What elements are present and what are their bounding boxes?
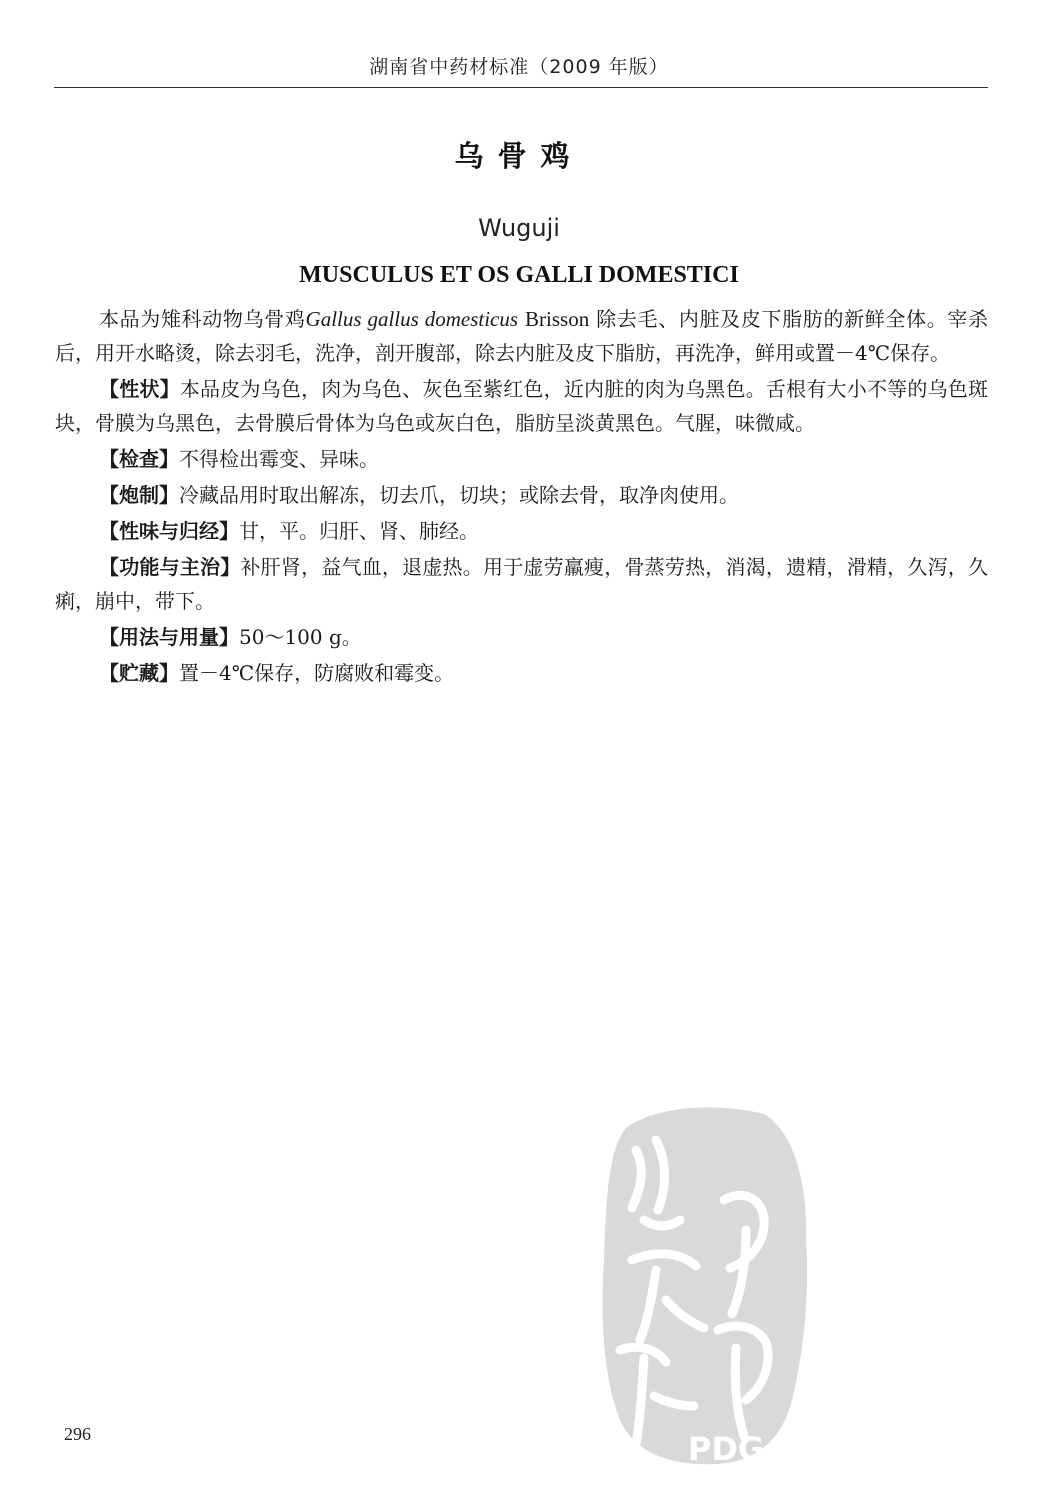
section-processing: [55, 478, 988, 512]
latin-author: Brisson: [525, 307, 590, 331]
entry-title: 乌骨鸡: [454, 139, 584, 173]
pdg-watermark-seal: [596, 1100, 812, 1470]
section-text: 置－4℃保存，防腐败和霉变。: [179, 661, 455, 685]
section-nature-meridian: [55, 514, 988, 548]
latin-species-name: Gallus gallus domesticus: [305, 307, 519, 331]
section-label: 【功能与主治】: [99, 555, 241, 579]
section-storage: [55, 656, 988, 690]
section-label: 【性味与归经】: [99, 519, 239, 543]
section-usage-dosage: [55, 620, 988, 654]
header-rule: [54, 87, 988, 88]
intro-text-before: 本品为雉科动物乌骨鸡: [99, 307, 306, 331]
watermark-text: PDG: [687, 1430, 765, 1468]
section-inspection: [55, 442, 988, 476]
running-header: 湖南省中药材标准（2009 年版）: [369, 56, 669, 78]
section-description: [55, 372, 988, 440]
section-text: 不得检出霉变、异味。: [179, 447, 379, 471]
section-label: 【检查】: [99, 447, 179, 471]
entry-pinyin: Wuguji: [478, 214, 560, 242]
section-text: 冷藏品用时取出解冻，切去爪，切块；或除去骨，取净肉使用。: [179, 483, 739, 507]
page-number: 296: [64, 1424, 91, 1444]
section-text: 50～100 g。: [239, 625, 362, 649]
section-text: 甘，平。归肝、肾、肺经。: [239, 519, 479, 543]
intro-paragraph: [55, 302, 988, 370]
section-function-indication: [55, 550, 988, 618]
section-text: 补肝肾，益气血，退虚热。用于虚劳羸瘦，骨蒸劳热，消渴，遗精，滑精，久泻，久痢，崩中，带下。: [55, 555, 989, 613]
entry-latin-name: MUSCULUS ET OS GALLI DOMESTICI: [299, 262, 739, 288]
section-label: 【用法与用量】: [99, 625, 239, 649]
section-label: 【贮藏】: [99, 661, 179, 685]
section-label: 【性状】: [99, 377, 180, 401]
intro-text-after: 除去毛、内脏及皮下脂肪的新鲜全体。宰杀后，用开水略烫，除去羽毛，洗净，剖开腹部，除去内脏及皮下脂肪，再洗净，鲜用或置－4℃保存。: [55, 307, 989, 365]
section-text: 本品皮为乌色，肉为乌色、灰色至紫红色，近内脏的肉为乌黑色。舌根有大小不等的乌色斑块，骨膜为乌黑色，去骨膜后骨体为乌色或灰白色，脂肪呈淡黄黑色。气腥，味微咸。: [55, 377, 989, 435]
entry-body: [55, 302, 988, 692]
section-label: 【炮制】: [99, 483, 179, 507]
